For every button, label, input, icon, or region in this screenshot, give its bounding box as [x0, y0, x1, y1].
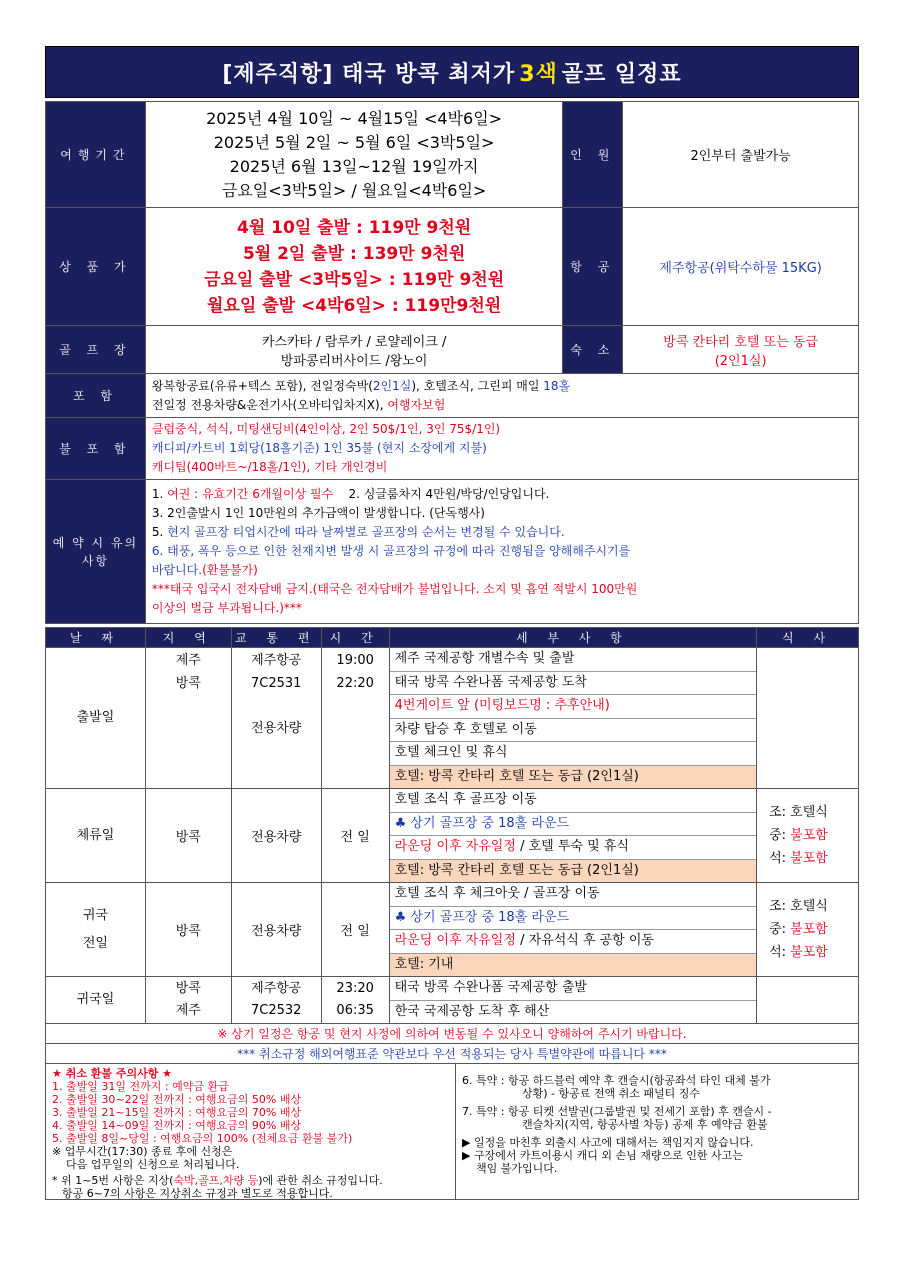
golf-courses: 카스카타 / 람루카 / 로얄레이크 / 방파콩리버사이드 /왕노이	[145, 326, 562, 374]
col-time: 시 간	[321, 628, 389, 648]
incl-label: 포 함	[46, 374, 146, 418]
special-terms: 6. 특약 : 항공 하드블럭 예약 후 캔슬시(항공좌석 타인 대체 불가 상황) - 항공료 전액 취소 패널티 징수 7. 특약 : 항공 티켓 선발권(그룹발권 및 전세기 포함) 후 캔슬시 - 캔슬차지(지역, 항공사별 차등) 공제 후 예약금 환불 ▶ 일정을 마친후 외출시 사고에 대해서는 책임지지 않습니다. ▶ 구장에서 카트이용시 캐디 외 손님 재량으로 인한 사고는 책임 불가입니다.	[462, 1074, 772, 1175]
itinerary-page	[45, 46, 859, 1200]
col-region: 지 역	[145, 628, 231, 648]
notes-label: 예 약 시 유의사항	[46, 480, 146, 624]
people-label: 인 원	[563, 102, 623, 208]
stay-value: 방콕 칸타리 호텔 또는 동급 (2인1실)	[623, 326, 859, 374]
schedule-table	[45, 627, 859, 1024]
cancellation-section	[45, 1064, 859, 1200]
schedule-row-day2: 체류일 방콕 전용차량 전 일 호텔 조식 후 골프장 이동 ♣ 상기 골프장 중 18홀 라운드 라운딩 이후 자유일정 / 호텔 투숙 및 휴식 호텔: 방콕 칸타리 호텔 또는 동급 (2인1실) 조: 호텔식 중: 불포함 석: 불포함	[46, 789, 859, 883]
info-table	[45, 101, 859, 624]
included-items: 왕복항공료(유류+텍스 포함), 전일정숙박(2인1실), 호텔조식, 그린피 매일 18홀 전일정 전용차량&운전기사(오바티입차지X), 여행자보험	[145, 374, 858, 418]
cancel-policy-notice: *** 취소규정 해외여행표준 약관보다 우선 적용되는 당사 특별약관에 따릅니다 ***	[45, 1044, 859, 1064]
excl-label: 불 포 함	[46, 418, 146, 480]
travel-period: 2025년 4월 10일 ~ 4월15일 <4박6일> 2025년 5월 2일 ~ 5월 6일 <3박5일> 2025년 6월 13일~12월 19일까지 금요일<3박5일> / 월요일<4박6일>	[145, 102, 562, 208]
air-label: 항 공	[563, 208, 623, 326]
schedule-row-day4: 귀국일 방콕 제주 제주항공 7C2532 23:20 06:35 태국 방콕 수완나폼 국제공항 출발 한국 국제공항 도착 후 해산	[46, 977, 859, 1024]
schedule-row-day3: 귀국 전일 방콕 전용차량 전 일 호텔 조식 후 체크아웃 / 골프장 이동 ♣ 상기 골프장 중 18홀 라운드 라운딩 이후 자유일정 / 자유석식 후 공항 이동 호텔: 기내 조: 호텔식 중: 불포함 석: 불포함	[46, 883, 859, 977]
air-value: 제주항공(위탁수하물 15KG)	[623, 208, 859, 326]
period-label: 여행기간	[46, 102, 146, 208]
col-transport: 교 통 편	[231, 628, 321, 648]
product-price: 4월 10일 출발 : 119만 9천원 5월 2일 출발 : 139만 9천원 금요일 출발 <3박5일> : 119만 9천원 월요일 출발 <4박6일> : 119만9천원	[145, 208, 562, 326]
meals-day3: 조: 호텔식 중: 불포함 석: 불포함	[757, 883, 859, 977]
cancellation-rules: ★ 취소 환불 주의사항 ★ 1. 출발일 31일 전까지 : 예약금 환급 2. 출발일 30~22일 전까지 : 여행요금의 50% 배상 3. 출발일 21~15일 전까지 : 여행요금의 70% 배상 4. 출발일 14~09일 전까지 : 여행요금의 90% 배상 5. 출발일 8일~당일 : 여행요금의 100% (전체요금 환불 불가) ※ 업무시간(17:30) 종료 후에 신청은 다음 업무일의 신청으로 처리됩니다. * 위 1~5번 사항은 지상(숙박,골프,차량 등)에 관한 취소 규정입니다. 항공 6~7의 사항은 지상취소 규정과 별도로 적용합니다.	[46, 1064, 456, 1199]
title-highlight: 3색	[519, 61, 558, 87]
meals-day2: 조: 호텔식 중: 불포함 석: 불포함	[757, 789, 859, 883]
excluded-items: 클럽중식, 석식, 미팅샌딩비(4인이상, 2인 50$/1인, 3인 75$/1인) 캐디피/카트비 1회당(18홀기준) 1인 35불 (현지 소장에게 지불) 캐디팁(400바트~/18홀/1인), 기타 개인경비	[145, 418, 858, 480]
stay-label: 숙 소	[563, 326, 623, 374]
people-value: 2인부터 출발가능	[623, 102, 859, 208]
schedule-change-notice: ※ 상기 일정은 항공 및 현지 사정에 의하여 변동될 수 있사오니 양해하여 주시기 바랍니다.	[45, 1024, 859, 1044]
booking-notes: 1. 여권 : 유효기간 6개월이상 필수 2. 싱글룸차지 4만원/박당/인당입니다. 3. 2인출발시 1인 10만원의 추가금액이 발생합니다. (단독행사) 5. 현지 골프장 티업시간에 따라 날짜별로 골프장의 순서는 변경될 수 있습니다. 6. 태풍, 폭우 등으로 인한 천재지변 발생 시 골프장의 규정에 따라 진행됨을 양해해주시기를 바랍니다.(환불불가) ***태국 입국시 전자담배 금지.(태국은 전자담배가 불법입니다. 소지 및 흡연 적발시 100만원 이상의 벌금 부과됩니다.)***	[145, 480, 858, 624]
col-details: 세 부 사 항	[389, 628, 756, 648]
col-meals: 식 사	[757, 628, 859, 648]
price-label: 상 품 가	[46, 208, 146, 326]
col-date: 날 짜	[46, 628, 146, 648]
page-title: [제주직항] 태국 방콕 최저가 3색 골프 일정표	[45, 46, 859, 98]
golf-label: 골 프 장	[46, 326, 146, 374]
schedule-row-day1: 출발일 제주 방콕 제주항공 7C2531 전용차량 19:00 22:20 제주 국제공항 개별수속 및 출발 태국 방콕 수완나폼 국제공항 도착 4번게이트 앞 (미팅보드명 : 추후안내) 차량 탑승 후 호텔로 이동 호텔 체크인 및 휴식 호텔: 방콕 칸타리 호텔 또는 동급 (2인1실)	[46, 648, 859, 789]
